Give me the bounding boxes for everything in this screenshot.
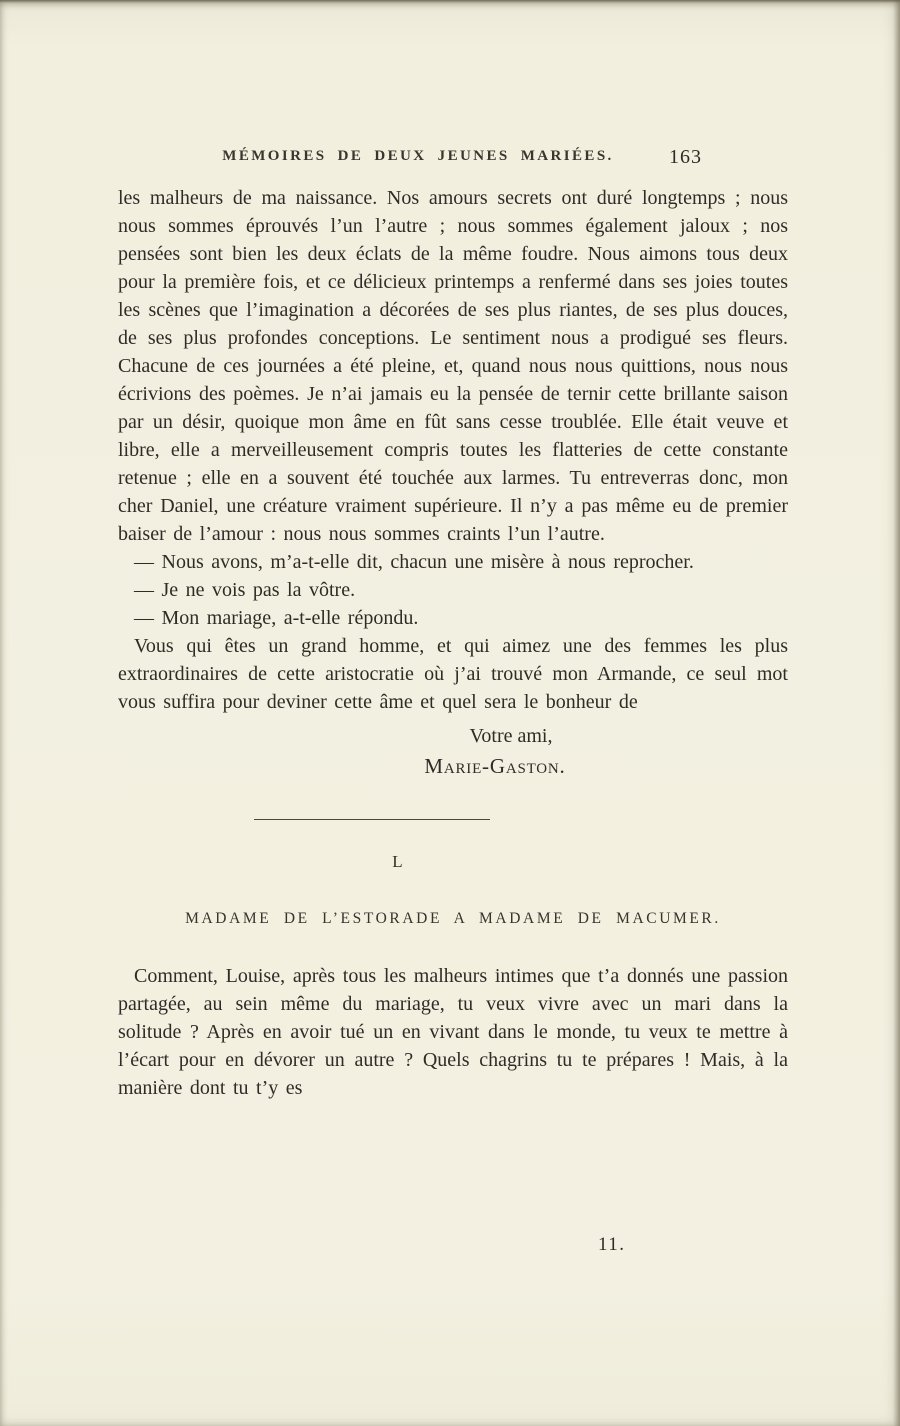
letter-paragraph-1: Comment, Louise, après tous les malheurs intimes que t’a donnés une passion partagée, au sein même du mariage, tu veux vivre avec un mari dans la solitude ? Après en avoir tué un en vivant dans le monde, tu veux te mettre à l’écart pour en dévorer un autre ? Quels chagrins tu te prépares ! Mais, à la manière dont tu t’y es — [118, 965, 788, 1099]
text-block — [118, 148, 788, 1102]
section-number: L — [392, 852, 404, 871]
section-heading: MADAME DE L’ESTORADE A MADAME DE MACUMER. — [185, 910, 721, 927]
dialogue-line-1: — Nous avons, m’a-t-elle dit, chacun une misère à nous reprocher. — [134, 551, 694, 573]
dialogue-line-2: — Je ne vois pas la vôtre. — [134, 579, 356, 601]
page-header — [118, 148, 788, 170]
running-title: MÉMOIRES DE DEUX JEUNES MARIÉES. — [222, 148, 614, 164]
signature-name: Marie-Gaston. — [424, 754, 566, 778]
section-divider-rule — [254, 819, 490, 820]
signature-closing: Votre ami, — [469, 725, 553, 747]
body-paragraph-closing: Vous qui êtes un grand homme, et qui aimez une des femmes les plus extraordinaires de cette aristocratie où j’ai trouvé mon Armande, ce seul mot vous suffira pour deviner cette âme et quel sera le bonheur de — [118, 635, 788, 713]
body-paragraph-continuation: les malheurs de ma naissance. Nos amours secrets ont duré longtemps ; nous nous sommes éprouvés l’un l’autre ; nous sommes également jaloux ; nos pensées sont bien les deux éclats de la même foudre. Nous aimons tous deux pour la première fois, et ce délicieux printemps a renfermé dans ses joies toutes les scènes que l’imagination a décorées de ses plus riantes, de ses plus douces, de ses plus profondes conceptions. Le sentiment nous a prodigué ses fleurs. Chacune de ces journées a été pleine, et, quand nous nous quittions, nous nous écrivions des poèmes. Je n’ai jamais eu la pensée de ternir cette brillante saison par un désir, quoique mon âme en fût sans cesse troublée. Elle était veuve et libre, elle a merveilleusement compris toutes les flatteries de cette constante retenue ; elle en a souvent été touchée aux larmes. Tu entreverras donc, mon cher Daniel, une créature vraiment supérieure. Il n’y a pas même eu de premier baiser de l’amour : nous nous sommes craints l’un l’autre. — [118, 187, 788, 545]
letter-signature — [118, 721, 788, 781]
dialogue-line-3: — Mon mariage, a-t-elle répondu. — [134, 607, 419, 629]
printer-signature-mark: 11. — [598, 1234, 626, 1255]
page-number: 163 — [669, 146, 702, 168]
